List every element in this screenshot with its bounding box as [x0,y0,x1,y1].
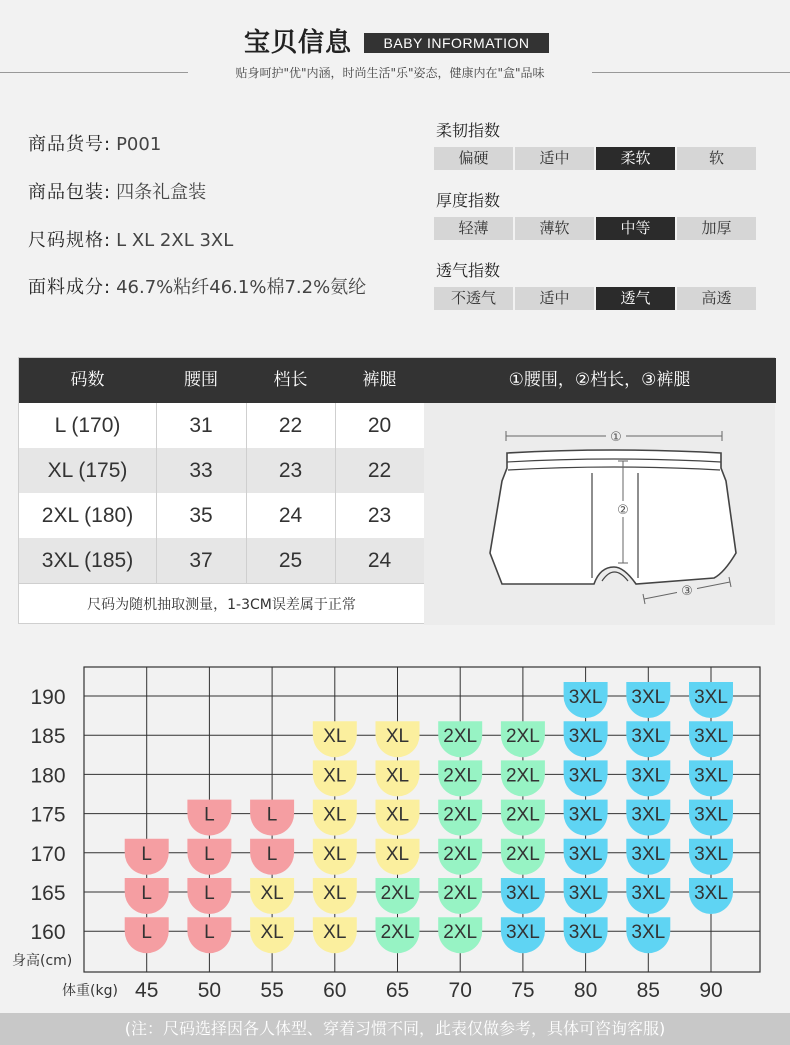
size-badge [689,682,733,718]
table-cell: 37 [189,549,213,572]
info-label: 面料成分 [28,277,104,298]
size-badge [501,839,545,875]
badge-label: 3XL [694,765,728,787]
badge-label: 3XL [568,687,603,708]
size-badge [376,878,420,914]
badge-label: XL [323,765,347,787]
badge-label: 3XL [631,843,666,865]
index-option: 软 [677,147,756,170]
size-badge [626,682,670,718]
badge-label: 3XL [694,726,728,748]
index-option: 轻薄 [434,217,513,240]
size-badge [689,878,733,914]
x-axis-label: 体重(kg) [62,983,118,999]
table-cell: 33 [189,459,213,482]
size-badge [564,800,608,836]
x-tick-label: 50 [197,979,222,1002]
footer-note: (注：尺码选择因各人体型、穿着习惯不同，此表仅做参考，具体可咨询客服) [0,1013,790,1045]
badge-label: 3XL [694,883,728,904]
table-cell: 22 [278,414,303,437]
badge-label: XL [323,883,347,904]
badge-label: 3XL [568,922,603,944]
size-badge [626,878,670,914]
x-tick-label: 85 [636,979,660,1002]
divider-right [592,72,790,73]
badge-label: 2XL [380,922,415,944]
index-option: 适中 [515,147,594,170]
size-badge [313,760,357,796]
badge-label: 3XL [505,883,540,904]
size-badge [626,917,670,953]
size-badge [689,760,733,796]
badge-label: 3XL [568,843,603,865]
index-bar [434,217,756,240]
table-cell: 23 [367,504,392,527]
info-value: P001 [116,134,162,155]
size-badge [689,721,733,757]
badge-label: L [204,883,215,904]
badge-label: 2XL [443,765,478,787]
size-badge [376,760,420,796]
size-badge [313,878,357,914]
info-sep: : [104,277,111,298]
table-cell: 22 [367,459,392,482]
badge-label: XL [323,922,347,944]
index-option: 薄软 [515,217,594,240]
size-badge [501,721,545,757]
size-chart [0,640,790,1012]
table-cell: XL (175) [47,459,128,482]
size-badge [501,760,545,796]
th-waist: 腰围 [184,370,218,390]
badge-label: XL [385,726,410,748]
info-row-fabric [28,273,366,299]
size-badge [313,800,357,836]
badge-label: XL [260,922,284,944]
size-badge [564,917,608,953]
table-divider [246,403,247,583]
badge-label: 3XL [631,883,666,904]
info-value: 四条礼盒装 [116,182,207,203]
th-diagram: ①腰围，②档长，③裤腿 [508,370,691,390]
badge-label: 2XL [505,804,540,826]
x-tick-label: 70 [448,979,472,1002]
badge-label: 3XL [568,883,603,904]
badge-label: 3XL [568,726,603,748]
index-title: 厚度指数 [436,191,501,210]
index-option: 中等 [596,217,675,240]
table-cell: 24 [278,504,303,527]
y-tick-label: 160 [30,921,66,945]
mark-1: ① [610,430,622,445]
table-row [19,538,424,583]
index-option: 透气 [596,287,675,310]
size-badge [438,839,482,875]
x-tick-label: 75 [511,979,535,1002]
badge-label: XL [323,726,347,748]
size-badge [376,721,420,757]
badge-label: L [141,883,152,904]
badge-label: 3XL [568,765,603,787]
info-row-sku [28,130,161,156]
badge-label: XL [323,843,347,865]
divider-left [0,72,188,73]
size-badge [564,682,608,718]
size-badge [564,839,608,875]
y-tick-label: 185 [30,725,66,749]
badge-label: L [204,843,215,865]
size-badge [626,839,670,875]
badge-label: 2XL [505,843,540,865]
badge-label: 2XL [505,765,540,787]
badge-label: XL [385,843,410,865]
y-tick-label: 180 [30,764,66,788]
table-cell: 23 [278,459,303,482]
badge-label: 3XL [694,804,728,826]
page-subtitle: 贴身呵护"优"内涵，时尚生活"乐"姿态，健康内在"盒"品味 [235,66,545,80]
info-value: 46.7%粘纤46.1%棉7.2%氨纶 [116,277,367,298]
badge-label: 2XL [505,726,540,748]
index-title: 透气指数 [436,261,501,280]
badge-label: 2XL [443,843,478,865]
size-badge [125,917,169,953]
size-badge [501,878,545,914]
size-badge [250,800,294,836]
badge-label: L [141,922,152,944]
badge-label: 3XL [568,804,603,826]
size-badge [376,917,420,953]
badge-label: 3XL [505,922,540,944]
index-bar [434,287,756,310]
mark-3: ③ [681,584,693,599]
badge-label: XL [385,765,410,787]
size-badge [501,917,545,953]
badge-label: 2XL [443,883,478,904]
badge-label: L [266,843,278,865]
info-row-package [28,178,206,204]
size-badge [125,878,169,914]
index-option: 高透 [677,287,756,310]
size-badge [313,721,357,757]
size-badge [438,800,482,836]
size-badge [564,760,608,796]
size-badge [313,839,357,875]
brief-diagram [424,403,775,625]
table-divider [156,403,157,583]
badge-label: 2XL [443,726,478,748]
badge-label: 2XL [443,804,478,826]
title-badge: BABY INFORMATION [364,33,549,53]
th-rise: 档长 [273,370,308,390]
size-badge [438,721,482,757]
size-badge [689,839,733,875]
size-badge [689,800,733,836]
page-title: 宝贝信息 [244,28,353,58]
size-badge [187,839,231,875]
info-label: 商品货号 [28,134,104,155]
size-table [18,357,775,624]
info-sep: : [104,182,111,203]
info-label: 商品包装 [28,182,104,203]
size-badge [438,917,482,953]
size-badge [376,800,420,836]
size-badge [250,839,294,875]
info-row-sizes [28,226,233,252]
table-cell: 3XL (185) [41,549,134,572]
size-badge [187,917,231,953]
table-cell: 25 [278,549,303,572]
table-row [19,403,424,448]
x-tick-label: 55 [260,979,284,1002]
th-leg: 裤腿 [362,370,397,390]
index-option: 适中 [515,287,594,310]
badge-label: 3XL [694,687,728,708]
x-tick-label: 65 [385,979,410,1002]
x-tick-label: 45 [135,979,159,1002]
y-tick-label: 175 [30,803,66,827]
size-badge [564,878,608,914]
badge-label: 3XL [631,804,666,826]
badge-label: L [204,804,215,826]
table-header [19,358,776,403]
badge-label: 3XL [631,765,666,787]
table-divider [335,403,336,583]
size-badge [564,721,608,757]
table-cell: 24 [367,549,392,572]
size-badge [626,800,670,836]
index-option: 柔软 [596,147,675,170]
index-bar [434,147,756,170]
y-axis-label: 身高(cm) [12,953,73,969]
table-cell: 35 [189,504,213,527]
badge-label: 3XL [694,843,728,865]
table-row [19,448,424,493]
x-tick-label: 90 [699,979,723,1002]
th-size: 码数 [70,370,105,390]
table-cell: 31 [189,414,213,437]
size-badge [187,800,231,836]
info-sep: : [104,134,111,155]
badge-label: 2XL [443,922,478,944]
size-badge [376,839,420,875]
index-option: 不透气 [434,287,513,310]
table-cell: 2XL (180) [41,504,134,527]
size-badge [250,917,294,953]
badge-label: 3XL [631,726,666,748]
size-badge [187,878,231,914]
y-tick-label: 170 [30,842,66,866]
brief-illustration [424,403,775,625]
size-badge [438,760,482,796]
table-cell: L (170) [54,414,121,437]
table-row [19,493,424,538]
badge-label: XL [323,804,347,826]
badge-label: L [141,843,152,865]
index-title: 柔韧指数 [436,121,501,140]
size-badge [626,721,670,757]
size-badge [313,917,357,953]
size-badge [125,839,169,875]
info-sep: : [104,230,111,251]
y-tick-label: 165 [30,882,66,905]
table-note: 尺码为随机抽取测量，1-3CM误差属于正常 [19,583,424,626]
size-badge [501,800,545,836]
size-badge [250,878,294,914]
x-tick-label: 60 [323,979,347,1002]
badge-label: XL [385,804,410,826]
info-label: 尺码规格 [28,230,104,251]
badge-label: 3XL [631,922,666,944]
badge-label: L [266,804,278,826]
table-cell: 20 [367,414,392,437]
size-badge [626,760,670,796]
badge-label: XL [260,883,284,904]
badge-label: 3XL [631,687,666,708]
x-tick-label: 80 [573,979,598,1002]
size-badge [438,878,482,914]
badge-label: L [204,922,215,944]
y-tick-label: 190 [30,686,66,709]
info-value: L XL 2XL 3XL [116,230,234,251]
badge-label: 2XL [380,883,415,904]
mark-2: ② [617,503,629,518]
index-option: 加厚 [677,217,756,240]
index-option: 偏硬 [434,147,513,170]
